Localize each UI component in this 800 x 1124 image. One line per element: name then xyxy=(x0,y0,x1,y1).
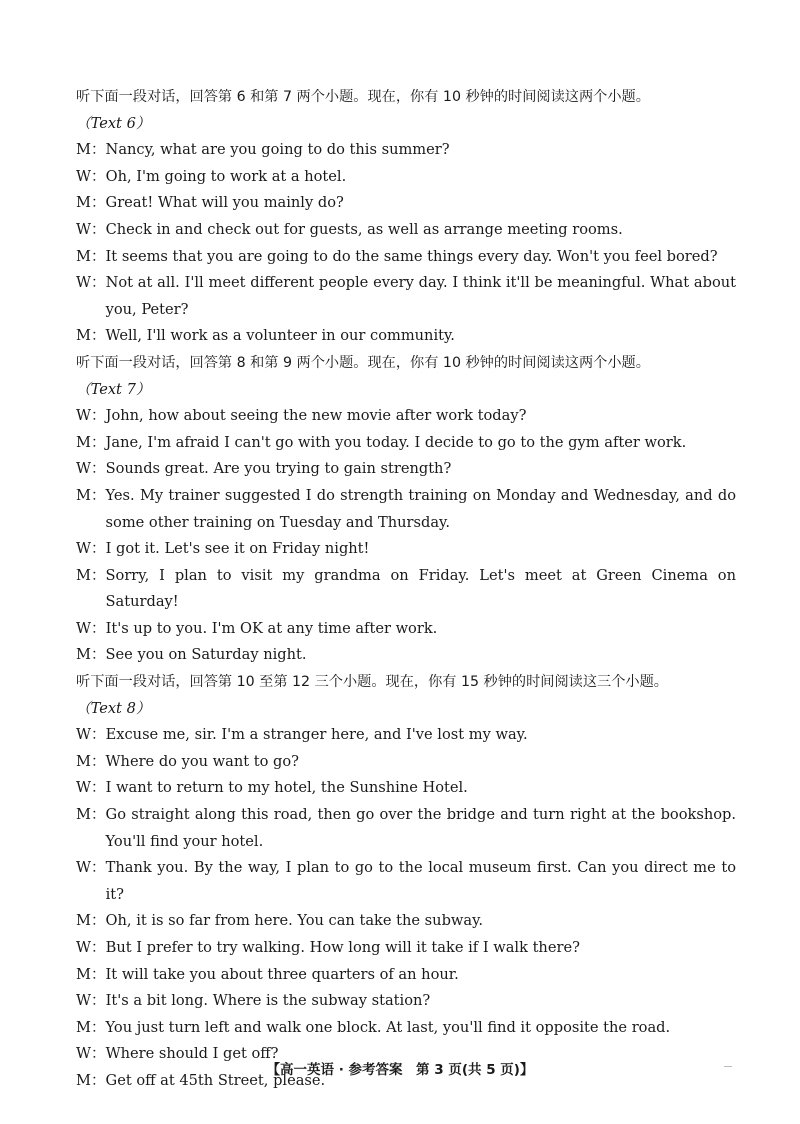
speaker-label: W： xyxy=(76,939,106,956)
dialogue-text: Oh, it is so far from here. You can take the subway. xyxy=(105,912,484,930)
speaker-label: M： xyxy=(76,965,106,983)
dialogue-line xyxy=(76,775,736,802)
footer-mark xyxy=(724,1066,732,1067)
dialogue-line xyxy=(76,190,736,217)
dialogue-text: It seems that you are going to do the same things every day. Won't you feel bored? xyxy=(105,247,718,265)
dialogue-text: Check in and check out for guests, as well as arrange meeting rooms. xyxy=(105,220,623,238)
speaker-label: M： xyxy=(76,752,106,770)
speaker-label: M： xyxy=(76,566,106,584)
speaker-label: W： xyxy=(76,460,106,478)
page-footer: 【高一英语 · 参考答案 第 3 页(共 5 页)】 xyxy=(266,1062,534,1078)
speaker-label: M： xyxy=(76,1071,106,1089)
speaker-label: W： xyxy=(76,274,106,292)
speaker-label: M： xyxy=(76,141,106,159)
dialogue-text: Sounds great. Are you trying to gain strength? xyxy=(105,460,452,478)
speaker-label: W： xyxy=(76,220,106,238)
speaker-label: M： xyxy=(76,912,106,930)
dialogue-line xyxy=(76,802,736,855)
dialogue-line xyxy=(76,855,736,908)
speaker-label: W： xyxy=(76,859,106,877)
dialogue-line xyxy=(76,908,736,935)
text-label: （Text 6） xyxy=(76,114,151,132)
dialogue-line xyxy=(76,403,736,430)
section-instruction: 听下面一段对话，回答第 10 至第 12 三个小题。现在，你有 15 秒钟的时间阅读这三个小题。 xyxy=(76,674,668,691)
dialogue-line xyxy=(76,722,736,749)
dialogue-text: Well, I'll work as a volunteer in our community. xyxy=(105,327,455,345)
dialogue-line xyxy=(76,988,736,1015)
dialogue-line xyxy=(76,137,736,164)
speaker-label: M： xyxy=(76,194,106,212)
dialogue-text: Sorry, I plan to visit my grandma on Friday. Let's meet at Green Cinema on Saturday! xyxy=(105,566,736,611)
dialogue-line xyxy=(76,430,736,457)
speaker-label: M： xyxy=(76,247,106,265)
dialogue-text: Excuse me, sir. I'm a stranger here, and I've lost my way. xyxy=(105,726,528,744)
dialogue-text: It will take you about three quarters of an hour. xyxy=(105,965,459,983)
speaker-label: W： xyxy=(76,619,106,637)
dialogue-line xyxy=(76,244,736,271)
speaker-label: W： xyxy=(76,779,106,797)
dialogue-line xyxy=(76,456,736,483)
dialogue-text: John, how about seeing the new movie after work today? xyxy=(105,407,527,425)
speaker-label: M： xyxy=(76,486,106,504)
dialogue-text: See you on Saturday night. xyxy=(105,646,307,664)
section-instruction: 听下面一段对话，回答第 8 和第 9 两个小题。现在，你有 10 秒钟的时间阅读这两个小题。 xyxy=(76,354,650,371)
section-instruction: 听下面一段对话，回答第 6 和第 7 两个小题。现在，你有 10 秒钟的时间阅读这两个小题。 xyxy=(76,89,650,105)
dialogue-line xyxy=(76,642,736,669)
dialogue-line xyxy=(76,962,736,989)
dialogue-text: Go straight along this road, then go over the bridge and turn right at the bookshop. You'll find your hotel. xyxy=(105,806,736,850)
dialogue-text: I got it. Let's see it on Friday night! xyxy=(105,540,370,558)
speaker-label: M： xyxy=(76,433,106,451)
speaker-label: W： xyxy=(76,407,106,425)
speaker-label: W： xyxy=(76,1045,106,1063)
dialogue-text: Get off at 45th Street, please. xyxy=(105,1071,326,1089)
dialogue-line xyxy=(76,164,736,191)
dialogue-line xyxy=(76,217,736,244)
dialogue-text: Oh, I'm going to work at a hotel. xyxy=(105,167,347,185)
dialogue-line xyxy=(76,323,736,350)
dialogue-text: I want to return to my hotel, the Sunshine Hotel. xyxy=(105,779,468,797)
dialogue-line xyxy=(76,536,736,563)
dialogue-text: Not at all. I'll meet different people every day. I think it'll be meaningful. What about you, Peter? xyxy=(105,274,736,318)
dialogue-text: You just turn left and walk one block. At last, you'll find it opposite the road. xyxy=(105,1018,671,1036)
dialogue-line xyxy=(76,935,736,962)
speaker-label: W： xyxy=(76,992,106,1010)
dialogue-text: It's a bit long. Where is the subway station? xyxy=(105,992,431,1010)
speaker-label: W： xyxy=(76,540,106,558)
text-label: （Text 7） xyxy=(76,380,151,398)
dialogue-text: But I prefer to try walking. How long will it take if I walk there? xyxy=(105,939,580,956)
dialogue-text: It's up to you. I'm OK at any time after work. xyxy=(105,619,438,637)
speaker-label: M： xyxy=(76,327,106,345)
dialogue-text: Where should I get off? xyxy=(105,1045,279,1063)
dialogue-line xyxy=(76,483,736,536)
dialogue-text: Where do you want to go? xyxy=(105,752,300,770)
dialogue-line xyxy=(76,749,736,776)
dialogue-line xyxy=(76,1015,736,1042)
dialogue-text: Yes. My trainer suggested I do strength training on Monday and Wednesday, and do some other training on Tuesday and Thursday. xyxy=(105,486,736,531)
speaker-label: W： xyxy=(76,726,106,744)
transcript-body xyxy=(76,84,736,1095)
dialogue-text: Thank you. By the way, I plan to go to the local museum first. Can you direct me to it? xyxy=(105,859,736,903)
dialogue-line xyxy=(76,270,736,323)
speaker-label: M： xyxy=(76,806,106,824)
dialogue-text: Jane, I'm afraid I can't go with you today. I decide to go to the gym after work. xyxy=(105,433,687,451)
dialogue-text: Nancy, what are you going to do this summer? xyxy=(105,141,450,159)
text-label: （Text 8） xyxy=(76,699,151,717)
speaker-label: W： xyxy=(76,167,106,185)
speaker-label: M： xyxy=(76,646,106,664)
dialogue-text: Great! What will you mainly do? xyxy=(105,194,344,212)
dialogue-line xyxy=(76,616,736,643)
dialogue-line xyxy=(76,563,736,616)
speaker-label: M： xyxy=(76,1018,106,1036)
